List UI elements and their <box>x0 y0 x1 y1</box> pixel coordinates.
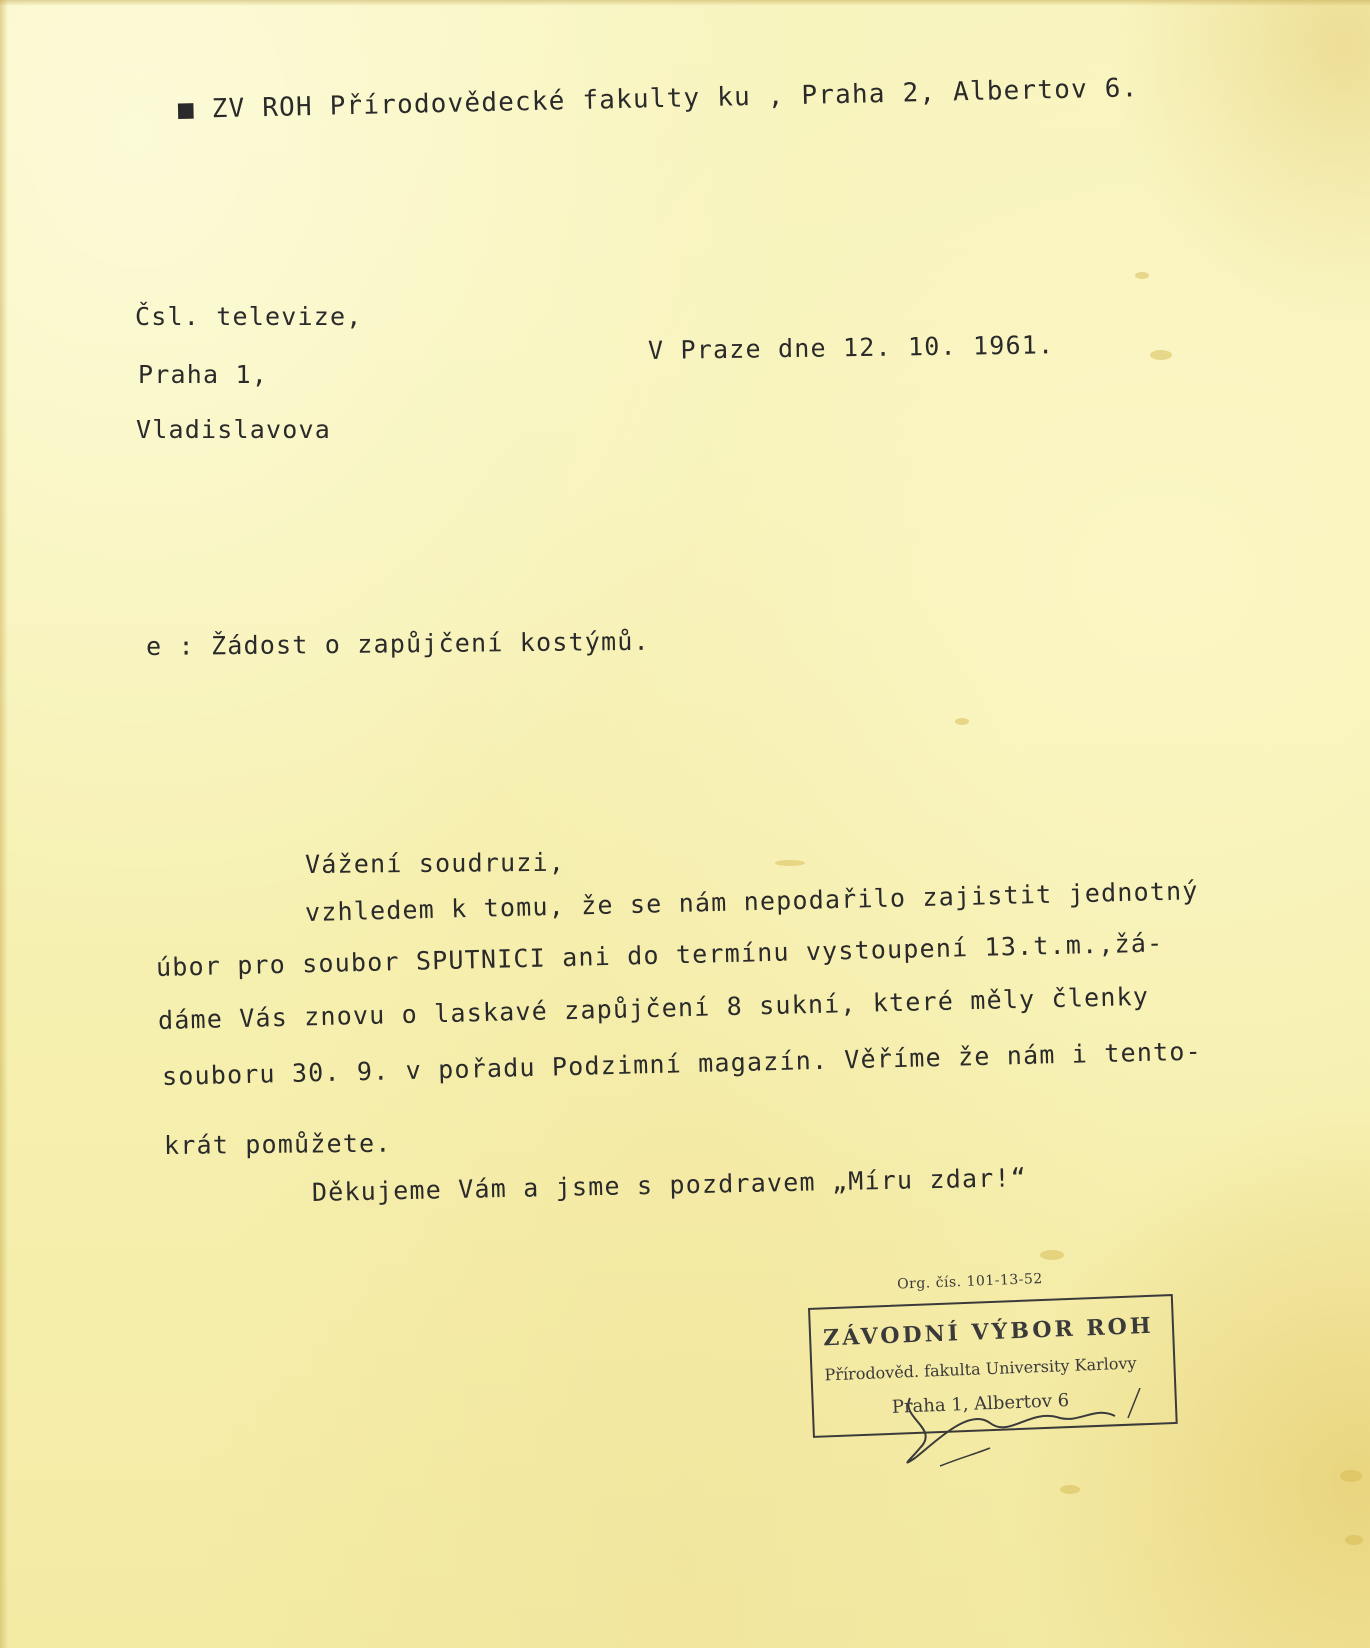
stamp-title: ZÁVODNÍ VÝBOR ROH <box>822 1312 1155 1352</box>
body-line-5: krát pomůžete. <box>163 1128 392 1160</box>
recipient-line-2: Praha 1, <box>138 360 269 389</box>
body-line-3: dáme Vás znovu o laskavé zapůjčení 8 sukní, které měly členky <box>157 981 1150 1035</box>
body-line-4: souboru 30. 9. v pořadu Podzimní magazín. Věříme že nám i tento- <box>161 1036 1203 1091</box>
letter-greeting: Vážení soudruzi, <box>304 847 566 879</box>
paper-speck <box>1060 1485 1080 1494</box>
paper-speck <box>1040 1250 1064 1260</box>
paper-speck <box>1150 350 1172 360</box>
body-line-2: úbor pro soubor SPUTNICI ani do termínu vystoupení 13.t.m.,žá- <box>155 928 1164 982</box>
handwritten-signature <box>880 1388 1180 1478</box>
paper-speck <box>1345 1535 1363 1545</box>
stamp-subtitle: Přírodověd. fakulta University Karlovy <box>824 1353 1137 1385</box>
recipient-line-1: Čsl. televize, <box>135 302 363 331</box>
letter-closing: Děkujeme Vám a jsme s pozdravem „Míru zdar!“ <box>311 1163 1028 1207</box>
bullet-icon: ■ <box>177 94 213 125</box>
letter-date: V Praze dne 12. 10. 1961. <box>647 330 1055 365</box>
paper-edge-top <box>0 0 1370 6</box>
letterhead <box>178 73 1139 125</box>
stamp-org-number: Org. čís. 101-13-52 <box>896 1270 1044 1293</box>
paper-speck <box>775 860 805 866</box>
stamp-address: Praha 1, Albertov 6 <box>891 1390 1070 1418</box>
letter-subject: e : Žádost o zapůjčení kostýmů. <box>145 626 650 661</box>
letterhead-text: ZV ROH Přírodovědecké fakulty ku , Praha 2, Albertov 6. <box>211 73 1139 125</box>
body-line-1: vzhledem k tomu, že se nám nepodařilo zajistit jednotný <box>304 876 1199 927</box>
recipient-line-3: Vladislavova <box>136 415 332 444</box>
paper-speck <box>955 718 969 725</box>
paper-speck <box>1340 1470 1362 1482</box>
paper-edge-left <box>0 0 8 1648</box>
paper-speck <box>1135 272 1149 279</box>
